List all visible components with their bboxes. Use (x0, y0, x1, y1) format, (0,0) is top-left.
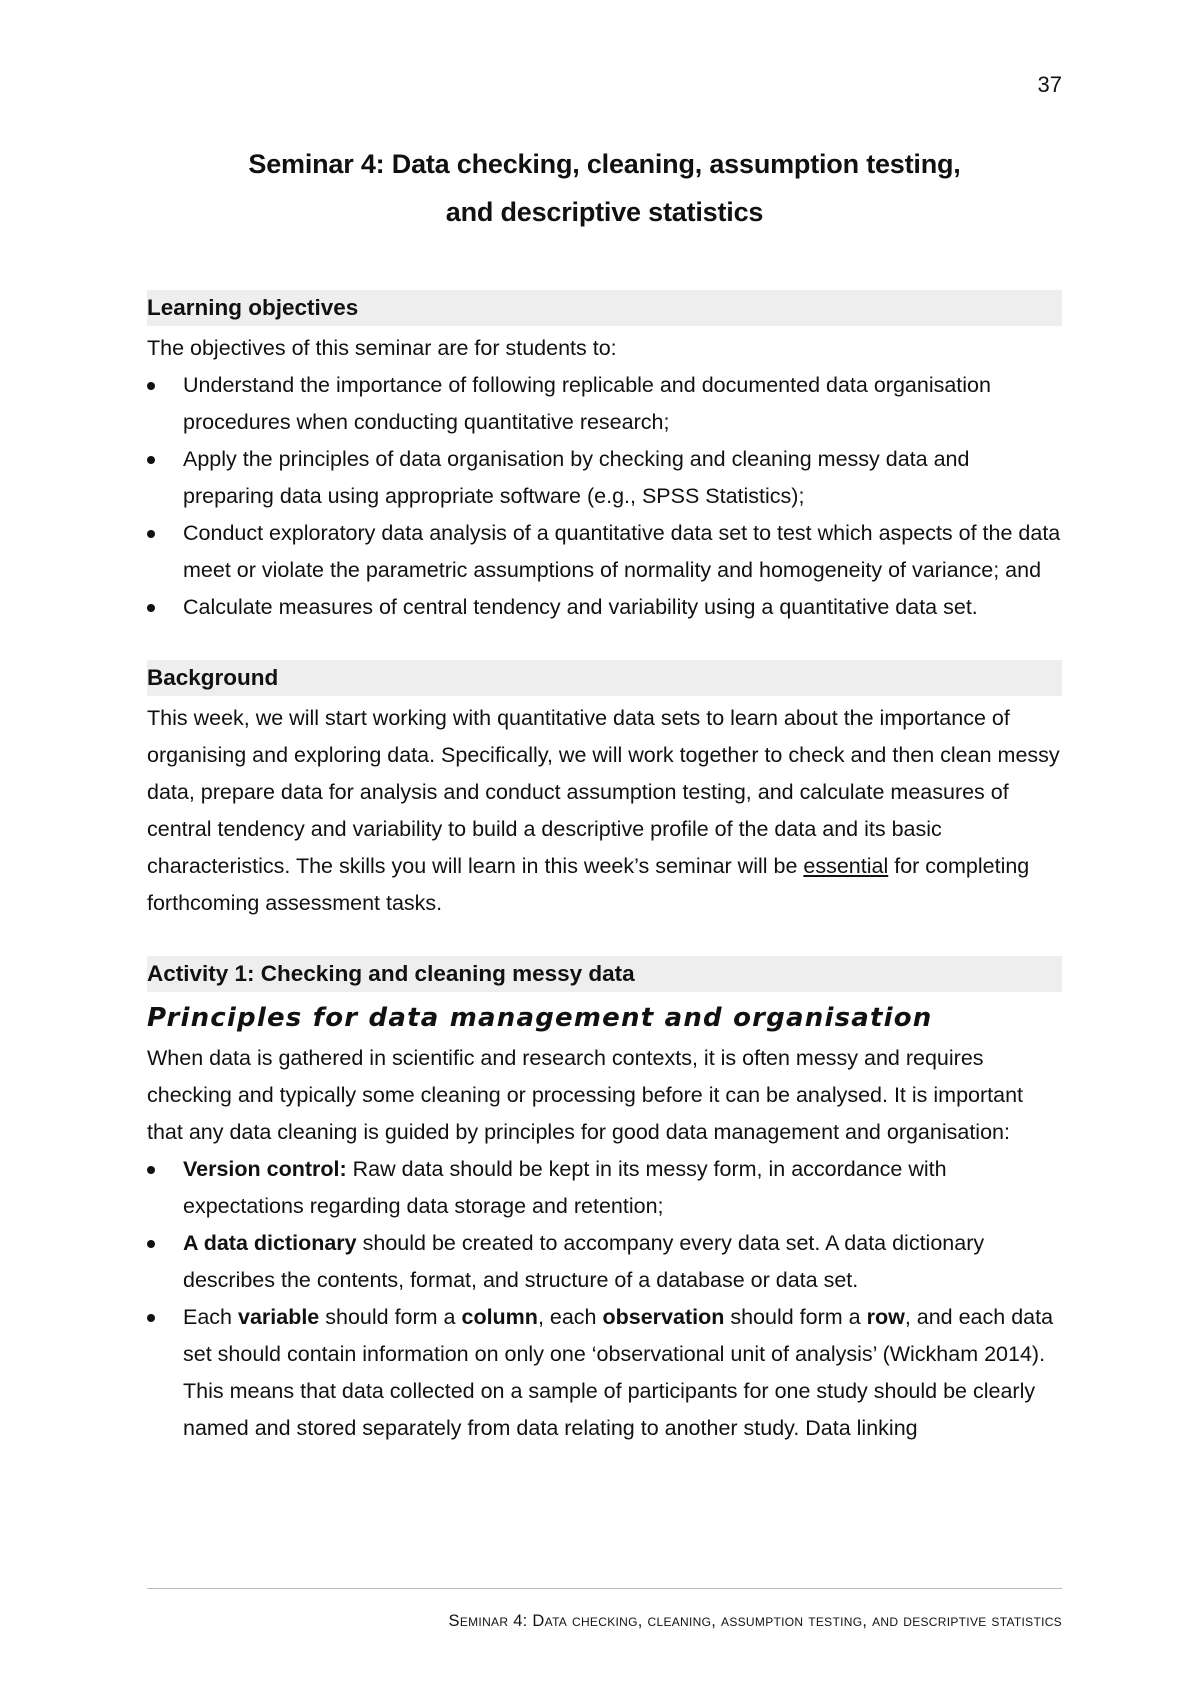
objective-text: Conduct exploratory data analysis of a quantitative data set to test which aspects of the data meet or violate the parametric assumptions of normality and homogeneity of variance; and (183, 521, 1061, 582)
objectives-list (147, 367, 1062, 626)
principle-term: observation (602, 1305, 725, 1329)
background-heading: Background (147, 660, 1062, 696)
principle-term: Version control: (183, 1157, 347, 1181)
objective-text: Understand the importance of following replicable and documented data organisation procedures when conducting quantitative research; (183, 373, 991, 434)
learning-objectives-section (147, 290, 1062, 626)
bullet-icon (147, 530, 155, 538)
list-item (147, 515, 1062, 589)
running-footer: Seminar 4: Data checking, cleaning, assumption testing, and descriptive statistics (448, 1612, 1062, 1630)
list-item (147, 589, 1062, 626)
objective-text: Calculate measures of central tendency and variability using a quantitative data set. (183, 595, 978, 619)
footer-divider (147, 1588, 1062, 1589)
list-item (147, 1151, 1062, 1225)
bullet-icon (147, 1314, 155, 1322)
list-item (147, 441, 1062, 515)
bullet-icon (147, 1240, 155, 1248)
objective-text: Apply the principles of data organisation by checking and cleaning messy data and preparing data using appropriate software (e.g., SPSS Statistics); (183, 447, 970, 508)
principle-term: row (866, 1305, 905, 1329)
title-line-1: Seminar 4: Data checking, cleaning, assumption testing, (248, 149, 961, 179)
bullet-icon (147, 382, 155, 390)
bullet-icon (147, 456, 155, 464)
principles-list (147, 1151, 1062, 1447)
background-section (147, 660, 1062, 922)
background-emphasis: essential (803, 854, 889, 878)
principle-text: should be created to accompany every data set. A data dictionary describes the contents, format, and structure of a database or data set. (183, 1231, 985, 1292)
activity1-section (147, 956, 1062, 1447)
principle-text: , and each data set should contain information on only one ‘observational unit of analysis’ (Wickham 2014). This means that data collected on a sample of participants for one study should be clearly named and stored separately from data relating to another study. Data linking (183, 1305, 1054, 1440)
principle-text: , each (537, 1305, 603, 1329)
list-item (147, 1299, 1062, 1447)
background-paragraph (147, 700, 1062, 922)
principle-term: A data dictionary (183, 1231, 357, 1255)
principle-term: variable (237, 1305, 320, 1329)
list-item (147, 367, 1062, 441)
page-number: 37 (1037, 72, 1062, 97)
page-title (147, 140, 1062, 236)
principle-text: Raw data should be kept in its messy form, in accordance with expectations regarding data storage and retention; (183, 1157, 947, 1218)
main-content (147, 290, 1062, 1481)
list-item (147, 1225, 1062, 1299)
objectives-intro: The objectives of this seminar are for students to: (147, 336, 617, 360)
bullet-icon (147, 604, 155, 612)
bullet-icon (147, 1166, 155, 1174)
principle-text: should form a (724, 1305, 867, 1329)
activity1-subheading: Principles for data management and organisation (147, 1003, 933, 1033)
principle-text: should form a (319, 1305, 462, 1329)
background-text-after: for completing forthcoming assessment tasks. (147, 854, 1030, 915)
activity1-heading: Activity 1: Checking and cleaning messy data (147, 956, 1062, 992)
background-text-before: This week, we will start working with quantitative data sets to learn about the importance of organising and exploring data. Specifically, we will work together to check and then clean messy data, prepare data for analysis and conduct assumption testing, and calculate measures of central tendency and variability to build a descriptive profile of the data and its basic characteristics. The skills you will learn in this week’s seminar will be (147, 706, 1060, 878)
principle-term: column (461, 1305, 538, 1329)
title-line-2: and descriptive statistics (445, 197, 764, 227)
activity1-intro: When data is gathered in scientific and research contexts, it is often messy and requires checking and typically some cleaning or processing before it can be analysed. It is important that any data cleaning is guided by principles for good data management and organisation: (147, 1046, 1023, 1144)
learning-objectives-heading: Learning objectives (147, 290, 1062, 326)
principle-text: Each (183, 1305, 238, 1329)
